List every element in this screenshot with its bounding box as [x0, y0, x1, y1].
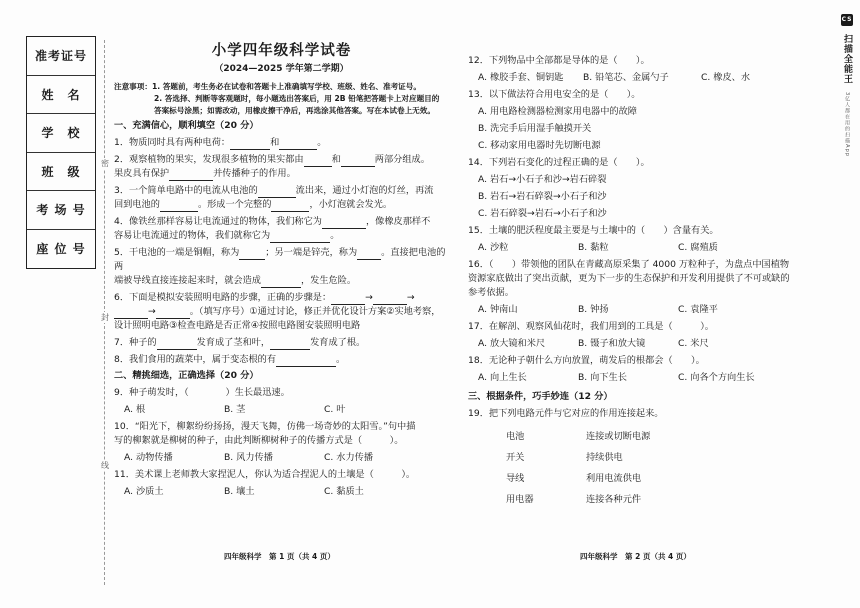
- question-12: 12．下列物品中全部都是导体的是（ ）。: [468, 55, 650, 66]
- question-18: 18．无论种子朝什么方向放置，萌发后的根都会（ ）。: [468, 355, 705, 366]
- question-text: 。: [330, 230, 340, 241]
- options-11: [114, 485, 449, 499]
- matching-table: [468, 426, 798, 510]
- question-9: 9．种子萌发时，（ ）生长最迅速。: [114, 387, 290, 398]
- option[interactable]: C. 袁隆平: [678, 304, 718, 315]
- matching-row: [506, 426, 798, 447]
- notice-line: 2. 答选择、判断等客观题时，每小题选出答案后，用 2B 铅笔把答题卡上对应题目的: [154, 94, 440, 103]
- option[interactable]: B. 黏粒: [578, 242, 609, 253]
- question-text: 。直接把电池的两: [114, 247, 446, 272]
- question-text: ，发生危险。: [301, 275, 357, 286]
- question-text: 参考依据。: [468, 287, 514, 298]
- binding-mark: 封: [101, 313, 109, 322]
- question-text: 7．种子的: [114, 337, 157, 348]
- question-16: [468, 258, 798, 300]
- question-13: 13．以下做法符合用电安全的是（ ）。: [468, 89, 641, 100]
- match-right-item[interactable]: 连接各种元件: [586, 493, 642, 505]
- question-text: 16．（ ）带领他的团队在青藏高原采集了 4000 万粒种子，为盘点中国植物: [468, 259, 790, 270]
- question-19: 19．把下列电路元件与它对应的作用连接起来。: [468, 408, 664, 419]
- matching-row: [506, 489, 798, 510]
- question-text: ；另一端是锌壳，称为: [265, 247, 358, 258]
- info-cell-room: 考 场 号: [27, 191, 95, 230]
- option[interactable]: C. 腐殖质: [678, 242, 718, 253]
- student-info-table: [26, 36, 96, 269]
- question-text: 4．像铁丝那样容易让电流通过的物体，我们称它为: [114, 216, 322, 227]
- match-left-item[interactable]: 开关: [506, 451, 525, 463]
- blank-line[interactable]: [114, 308, 148, 319]
- option[interactable]: C. 移动家用电器时先切断电源: [478, 140, 601, 151]
- option[interactable]: C. 岩石碎裂→岩石→小石子和沙: [478, 208, 607, 219]
- blank-line[interactable]: [160, 201, 198, 212]
- question-text: 和: [270, 137, 280, 148]
- section-heading-2: 二、精挑细选，正确选择（20 分）: [114, 370, 259, 381]
- question-text: 和: [331, 154, 341, 165]
- question-text: 3．一个简单电路中的电流从电池的: [114, 185, 258, 196]
- page-footer-1: 四年级科学 第 1 页（共 4 页）: [224, 552, 335, 561]
- option[interactable]: A. 沙质土: [124, 486, 164, 497]
- question-1: [114, 136, 449, 150]
- question-text: 。形成一个完整的: [197, 199, 272, 210]
- options-17: [468, 337, 798, 351]
- question-text: 流出来，通过小灯泡的灯丝，再流: [295, 185, 434, 196]
- blank-line[interactable]: [157, 339, 197, 350]
- question-text: 。（填写序号）①通过讨论，修正并优化设计方案②实地考察，: [189, 306, 441, 317]
- question-text: 端被导线直接连接起来时，就会造成: [114, 275, 261, 286]
- option[interactable]: B. 壤土: [224, 486, 255, 497]
- question-text: 资源家底做出了突出贡献，更为下一步的生态保护和开发利用提供了不可或缺的: [468, 273, 790, 284]
- question-text: 。: [336, 354, 346, 365]
- question-text: 8．我们食用的蔬菜中，属于变态根的有: [114, 354, 277, 365]
- notice-block: [114, 81, 449, 117]
- question-text: 5．干电池的一端是铜帽，称为: [114, 247, 240, 258]
- question-14: 14．下列岩石变化的过程正确的是（ ）。: [468, 157, 650, 168]
- question-text: 设计照明电路③检查电路是否正常④按照电路图安装照明电路: [114, 320, 361, 331]
- question-2: [114, 153, 449, 181]
- section-heading-3: 三、根据条件，巧手妙连（12 分）: [468, 391, 613, 402]
- info-cell-seat: 座 位 号: [36, 242, 86, 257]
- notice-line: 答案标号涂黑；如需改动，用橡皮擦干净后，再选涂其他答案。写在本试卷上无效。: [154, 106, 435, 115]
- question-text: 10．“阳光下，柳絮纷纷扬扬，漫天飞舞，仿佛一场奇妙的太阳雪。”句中描: [114, 421, 416, 432]
- question-text: →: [148, 306, 156, 317]
- question-text: 两部分组成。: [374, 154, 430, 165]
- match-left-item[interactable]: 用电器: [506, 493, 534, 505]
- question-text: 发育成了茎和叶，: [196, 337, 271, 348]
- blank-line[interactable]: [271, 201, 309, 212]
- option[interactable]: A. 动物传播: [124, 452, 173, 463]
- question-text: 果皮具有保护: [114, 168, 170, 179]
- blank-line[interactable]: [156, 308, 190, 319]
- option[interactable]: A. 用电路检测器检测家用电器中的故障: [478, 106, 637, 117]
- blank-line[interactable]: [270, 339, 310, 350]
- question-5: [114, 246, 449, 288]
- brand-name: 扫描全能王: [842, 34, 852, 85]
- blank-line[interactable]: [341, 156, 375, 167]
- blank-line[interactable]: [230, 139, 270, 150]
- question-text: ，小灯泡就会发光。: [309, 199, 393, 210]
- blank-line[interactable]: [276, 356, 336, 367]
- matching-row: [506, 468, 798, 489]
- question-text: 回到电池的: [114, 199, 160, 210]
- question-10: [114, 420, 449, 448]
- option[interactable]: B. 茎: [224, 404, 246, 415]
- page-2-column: [468, 54, 798, 510]
- option[interactable]: A. 钟南山: [478, 304, 518, 315]
- option[interactable]: C. 水力传播: [324, 452, 374, 463]
- blank-line[interactable]: [331, 294, 365, 305]
- option[interactable]: B. 铅笔芯、金属勺子: [583, 72, 669, 83]
- match-right-item[interactable]: 利用电流供电: [586, 472, 642, 484]
- page-footer-2: 四年级科学 第 2 页（共 4 页）: [580, 552, 691, 561]
- option[interactable]: A. 放大镜和米尺: [478, 338, 546, 349]
- blank-line[interactable]: [258, 187, 296, 198]
- option[interactable]: C. 叶: [324, 404, 346, 415]
- blank-line[interactable]: [169, 170, 213, 181]
- question-8: [114, 353, 449, 367]
- question-6: [114, 291, 449, 333]
- info-cell-class: 班 级: [27, 153, 95, 192]
- blank-line[interactable]: [304, 156, 332, 167]
- options-12: [468, 71, 798, 85]
- match-right-item[interactable]: 持续供电: [586, 451, 623, 463]
- option[interactable]: A. 橡胶手套、铜钥匙: [478, 72, 564, 83]
- options-15: [468, 241, 798, 255]
- scanner-watermark: [836, 14, 854, 157]
- notice-line: 注意事项：1. 答题前，考生务必在试卷和答题卡上准确填写学校、班级、姓名、准考证号。: [114, 82, 421, 91]
- question-text: 1．物质同时具有两种电荷：: [114, 137, 231, 148]
- option[interactable]: B. 风力传播: [224, 452, 273, 463]
- binding-mark: 线: [101, 461, 109, 470]
- option[interactable]: B. 岩石→岩石碎裂→小石子和沙: [478, 191, 607, 202]
- options-10: [114, 451, 449, 465]
- question-17: 17．在解剖、观察风仙花时，我们用到的工具是（ ）。: [468, 321, 714, 332]
- question-3: [114, 184, 449, 212]
- match-right-item[interactable]: 连接或切断电源: [586, 430, 651, 442]
- option[interactable]: B. 钟扬: [578, 304, 609, 315]
- question-text: 并传播种子的作用。: [213, 168, 296, 179]
- option[interactable]: A. 岩石→小石子和沙→岩石碎裂: [478, 174, 607, 185]
- question-text: →: [406, 292, 415, 303]
- question-text: 2．观察植物的果实，发现很多植物的果实都由: [114, 154, 304, 165]
- question-text: 。: [317, 137, 327, 148]
- question-text: 写的柳絮就是柳树的种子，由此判断柳树种子的传播方式是（ ）。: [114, 435, 404, 446]
- question-text: 容易让电流通过的物体，我们就称它为: [114, 230, 271, 241]
- blank-line[interactable]: [357, 249, 381, 260]
- question-15: 15．土壤的肥沃程度最主要是与土壤中的（ ）含量有关。: [468, 225, 719, 236]
- page-subtitle: （2024—2025 学年第二学期）: [214, 64, 349, 74]
- options-18: [468, 371, 798, 385]
- options-16: [468, 303, 798, 317]
- option[interactable]: A. 根: [124, 404, 146, 415]
- page-title: 小学四年级科学试卷: [211, 42, 352, 59]
- page-1-column: [114, 42, 449, 499]
- question-4: [114, 215, 449, 243]
- option[interactable]: B. 镊子和放大镜: [578, 338, 646, 349]
- option[interactable]: A. 沙粒: [478, 242, 509, 253]
- blank-line[interactable]: [270, 232, 330, 243]
- info-cell-name: 姓 名: [27, 76, 95, 115]
- blank-line[interactable]: [279, 139, 317, 150]
- option[interactable]: C. 向各个方向生长: [678, 372, 755, 383]
- option[interactable]: A. 向上生长: [478, 372, 527, 383]
- option[interactable]: C. 米尺: [678, 338, 709, 349]
- option[interactable]: B. 向下生长: [578, 372, 627, 383]
- option[interactable]: B. 洗完手后用湿手触摸开关: [478, 123, 592, 134]
- blank-line[interactable]: [261, 277, 301, 288]
- blank-line[interactable]: [239, 249, 265, 260]
- question-text: ，像橡皮那样不: [365, 216, 431, 227]
- blank-line[interactable]: [322, 218, 366, 229]
- options-9: [114, 403, 449, 417]
- question-text: →: [365, 292, 373, 303]
- question-text: 发育成了根。: [310, 337, 366, 348]
- question-text: 6．下面是模拟安装照明电路的步骤，正确的步骤是：: [114, 292, 332, 303]
- info-cell-school: 学 校: [27, 114, 95, 153]
- match-left-item[interactable]: 导线: [506, 472, 525, 484]
- section-heading-1: 一、充满信心，顺利填空（20 分）: [114, 120, 259, 131]
- info-cell-exam-number: 准考证号: [27, 37, 95, 76]
- matching-row: [506, 447, 798, 468]
- option[interactable]: C. 橡皮、水: [701, 72, 751, 83]
- question-11: 11．美术课上老师教大家捏泥人，你认为适合捏泥人的土壤是（ ）。: [114, 469, 416, 480]
- brand-tagline: 3亿人都在用的扫描App: [844, 92, 850, 158]
- camscanner-logo-icon: CS: [841, 14, 853, 26]
- question-7: [114, 336, 449, 350]
- binding-mark: 密: [101, 159, 109, 168]
- blank-line[interactable]: [373, 294, 407, 305]
- match-left-item[interactable]: 电池: [506, 430, 525, 442]
- option[interactable]: C. 黏质土: [324, 486, 364, 497]
